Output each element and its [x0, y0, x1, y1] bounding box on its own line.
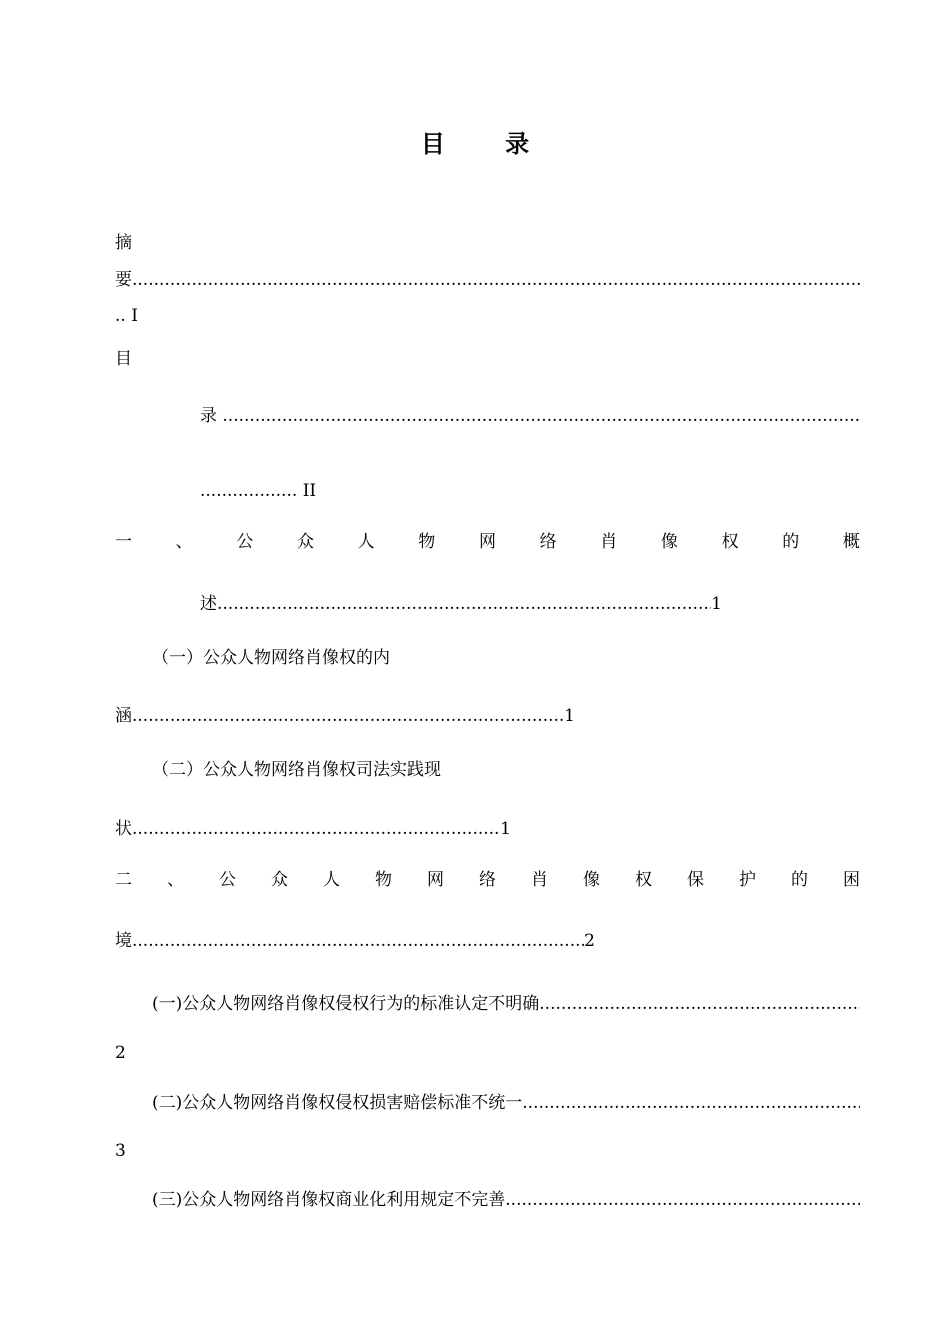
- leader-dots: [539, 992, 860, 1016]
- toc-entry-abstract[interactable]: [115, 268, 860, 292]
- toc-abstract-char2: 要: [115, 270, 132, 290]
- toc-section1-2-head[interactable]: （二）公众人物网络肖像权司法实践现: [152, 760, 441, 780]
- heading-char: 、: [175, 532, 193, 552]
- toc-entry-section1-2[interactable]: 状 ..... 1: [115, 817, 511, 841]
- heading-char: 网: [478, 532, 496, 552]
- leader-dots: [505, 1188, 860, 1212]
- toc-chapter2-heading[interactable]: [115, 868, 860, 892]
- toc-toc-char2: 录: [200, 406, 217, 426]
- page-number: 1: [500, 819, 511, 839]
- heading-char: 众: [296, 532, 314, 552]
- heading-char: 肖: [600, 532, 618, 552]
- toc-entry-section2-2[interactable]: (二)公众人物网络肖像权侵权损害赔偿标准不统一 .....: [152, 1091, 860, 1115]
- heading-char: 、: [167, 870, 184, 890]
- toc-abstract-char1: 摘: [115, 233, 132, 253]
- heading-char: 公: [236, 532, 254, 552]
- page-number: 3: [115, 1141, 126, 1161]
- leader-dots: [522, 1091, 860, 1115]
- heading-char: 一: [115, 532, 132, 552]
- toc-entry-chapter2[interactable]: 境 ..... 2: [115, 929, 595, 953]
- heading-char: 肖: [531, 870, 548, 890]
- leader-dots: [132, 817, 500, 841]
- heading-char: 网: [427, 870, 444, 890]
- toc-abstract-page: .. I: [115, 306, 138, 326]
- heading-char: 像: [583, 870, 600, 890]
- heading-char: 公: [219, 870, 236, 890]
- heading-char: 物: [375, 870, 392, 890]
- heading-char: 络: [479, 870, 496, 890]
- page-number: 2: [115, 1043, 126, 1063]
- toc-entry-section2-1[interactable]: (一)公众人物网络肖像权侵权行为的标准认定不明确 .....: [152, 992, 860, 1016]
- page-title: 目 录: [420, 130, 556, 158]
- heading-char: 人: [357, 532, 375, 552]
- heading-char: 像: [660, 532, 678, 552]
- heading-char: 的: [782, 532, 800, 552]
- toc-entry-section2-3[interactable]: (三)公众人物网络肖像权商业化利用规定不完善 .....: [152, 1188, 860, 1212]
- heading-char: 概: [842, 532, 860, 552]
- toc-section1-1-head[interactable]: （一）公众人物网络肖像权的内: [152, 648, 390, 668]
- page-number: 2: [584, 931, 595, 951]
- page-number: 1: [711, 594, 722, 614]
- heading-char: 人: [323, 870, 340, 890]
- heading-char: 权: [721, 532, 739, 552]
- page-number: 1: [564, 706, 575, 726]
- heading-char: 的: [791, 870, 808, 890]
- toc-toc-page: .................. II: [200, 481, 317, 501]
- leader-dots: [132, 268, 860, 292]
- toc-entry-chapter1[interactable]: 述 ..... 1: [200, 592, 722, 616]
- toc-chapter1-heading[interactable]: [115, 530, 860, 554]
- toc-entry-toc[interactable]: [200, 404, 860, 428]
- leader-dots: [132, 704, 564, 728]
- leader-dots: [132, 929, 584, 953]
- heading-char: 权: [635, 870, 652, 890]
- leader-dots: [222, 404, 860, 428]
- heading-char: 困: [843, 870, 860, 890]
- heading-char: 护: [739, 870, 756, 890]
- heading-char: 络: [539, 532, 557, 552]
- toc-entry-section1-1[interactable]: 涵 ..... 1: [115, 704, 575, 728]
- leader-dots: [217, 592, 711, 616]
- heading-char: 二: [115, 870, 132, 890]
- heading-char: 保: [687, 870, 704, 890]
- heading-char: 众: [271, 870, 288, 890]
- toc-toc-char1: 目: [115, 349, 132, 369]
- heading-char: 物: [418, 532, 436, 552]
